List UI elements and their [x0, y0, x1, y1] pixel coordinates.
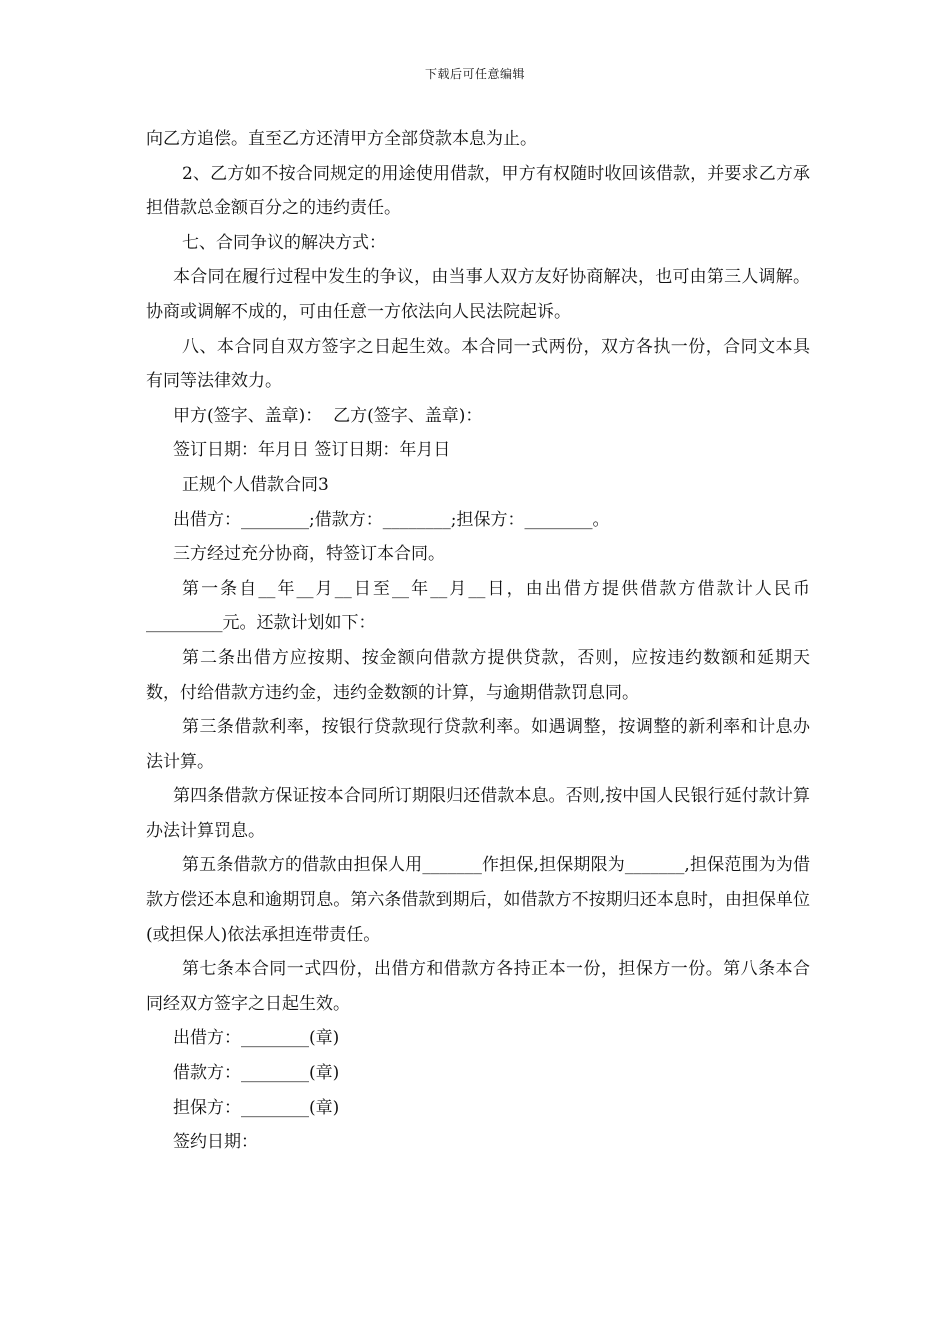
paragraph: 本合同在履行过程中发生的争议，由当事人双方友好协商解决，也可由第三人调解。协商或调解不成的，可由任意一方依法向人民法院起诉。 — [146, 267, 810, 322]
signature-line: 甲方(签字、盖章)： 乙方(签字、盖章)： — [173, 405, 483, 426]
lender-signature: 出借方：________(章) — [173, 1028, 340, 1049]
article-7-8: 第七条本合同一式四份，出借方和借款方各持正本一份，担保方一份。第八条本合同经双方签字之日起生效。 — [146, 959, 810, 1014]
paragraph: 八、本合同自双方签字之日起生效。本合同一式两份，双方各执一份，合同文本具有同等法律效力。 — [146, 336, 810, 392]
borrower-signature: 借款方：________(章) — [173, 1063, 340, 1084]
article-1: 第一条自__年__月__日至__年__月__日，由出借方提供借款方借款计人民币_________元。还款计划如下： — [146, 578, 810, 634]
parties-line: 出借方：________;借款方：________;担保方：________。 — [173, 509, 610, 530]
article-4: 第四条借款方保证按本合同所订期限归还借款本息。否则,按中国人民银行延付款计算办法计算罚息。 — [146, 786, 810, 841]
paragraph: 2、乙方如不按合同规定的用途使用借款，甲方有权随时收回该借款，并要求乙方承担借款总金额百分之的违约责任。 — [146, 163, 810, 219]
document-body — [146, 122, 810, 1160]
article-5-6: 第五条借款方的借款由担保人用_______作担保,担保期限为_______,担保范围为为借款方偿还本息和逾期罚息。第六条借款到期后，如借款方不按期归还本息时，由担保单位(或担保人)依法承担连带责任。 — [146, 855, 810, 945]
paragraph: 三方经过充分协商，特签订本合同。 — [173, 544, 445, 565]
article-2: 第二条出借方应按期、按金额向借款方提供贷款，否则，应按违约数额和延期天数，付给借款方违约金，违约金数额的计算，与逾期借款罚息同。 — [146, 647, 810, 703]
contract-title: 正规个人借款合同3 — [182, 474, 329, 495]
article-3: 第三条借款利率，按银行贷款现行贷款利率。如遇调整，按调整的新利率和计息办法计算。 — [146, 717, 810, 772]
date-line: 签订日期：年月日 签订日期：年月日 — [173, 440, 451, 461]
section-heading: 七、合同争议的解决方式： — [182, 232, 386, 253]
page-header: 下载后可任意编辑 — [424, 67, 525, 81]
paragraph: 向乙方追偿。直至乙方还清甲方全部贷款本息为止。 — [146, 129, 537, 149]
guarantor-signature: 担保方：________(章) — [173, 1097, 340, 1118]
signing-date: 签约日期： — [173, 1132, 258, 1153]
